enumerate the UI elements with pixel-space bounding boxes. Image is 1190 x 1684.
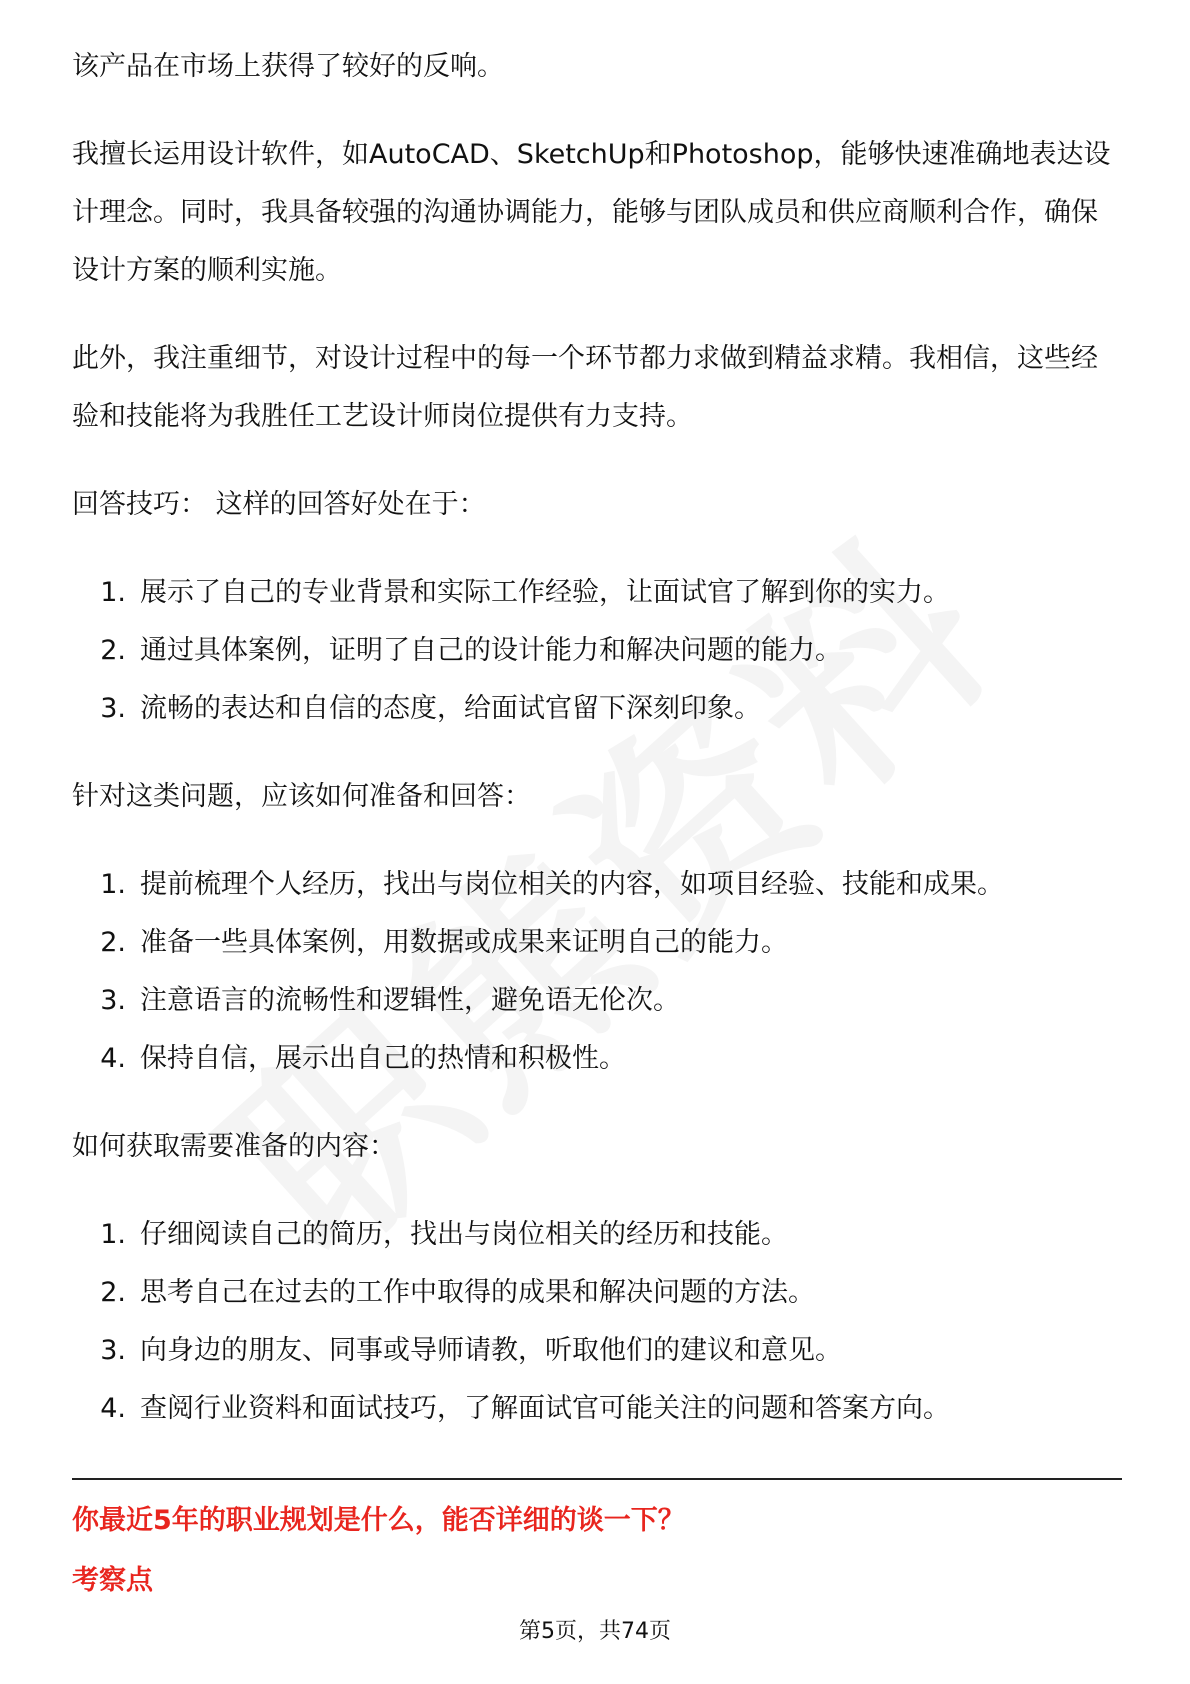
list-item: 3. 向身边的朋友、同事或导师请教，听取他们的建议和意见。 [100,1335,842,1366]
list-item: 3. 流畅的表达和自信的态度，给面试官留下深刻印象。 [100,693,761,724]
tips-heading: 回答技巧： 这样的回答好处在于： [72,489,486,520]
list-item: 2. 准备一些具体案例，用数据或成果来证明自己的能力。 [100,927,788,958]
list-item: 1. 提前梳理个人经历，找出与岗位相关的内容，如项目经验、技能和成果。 [100,869,1004,900]
page-number: 第5页，共74页 [519,1619,671,1644]
tips-list [72,564,1122,738]
paragraph-3: 此外，我注重细节，对设计过程中的每一个环节都力求做到精益求精。我相信，这些经验和技能将为我胜任工艺设计师岗位提供有力支持。 [72,343,1098,432]
list-item: 4. 查阅行业资料和面试技巧，了解面试官可能关注的问题和答案方向。 [100,1393,950,1424]
paragraph-2: 我擅长运用设计软件，如AutoCAD、SketchUp和Photoshop，能够快速准确地表达设计理念。同时，我具备较强的沟通协调能力，能够与团队成员和供应商顺利合作，确保设计方案的顺利实施。 [72,139,1111,286]
next-question-title: 你最近5年的职业规划是什么，能否详细的谈一下？ [72,1505,685,1536]
list-item: 2. 通过具体案例，证明了自己的设计能力和解决问题的能力。 [100,635,842,666]
list-item: 1. 展示了自己的专业背景和实际工作经验，让面试官了解到你的实力。 [100,577,950,608]
list-item: 2. 思考自己在过去的工作中取得的成果和解决问题的方法。 [100,1277,815,1308]
list-item: 4. 保持自信，展示出自己的热情和积极性。 [100,1043,626,1074]
section-divider [72,1478,1122,1480]
obtain-heading: 如何获取需要准备的内容： [72,1131,396,1162]
list-item: 3. 注意语言的流畅性和逻辑性，避免语无伦次。 [100,985,680,1016]
document-body [72,38,1122,1610]
paragraph-1: 该产品在市场上获得了较好的反响。 [72,51,504,82]
list-item: 1. 仔细阅读自己的简历，找出与岗位相关的经历和技能。 [100,1219,788,1250]
obtain-list [72,1206,1122,1438]
prepare-heading: 针对这类问题，应该如何准备和回答： [72,781,531,812]
prepare-list [72,856,1122,1088]
exam-point-heading: 考察点 [72,1565,153,1596]
